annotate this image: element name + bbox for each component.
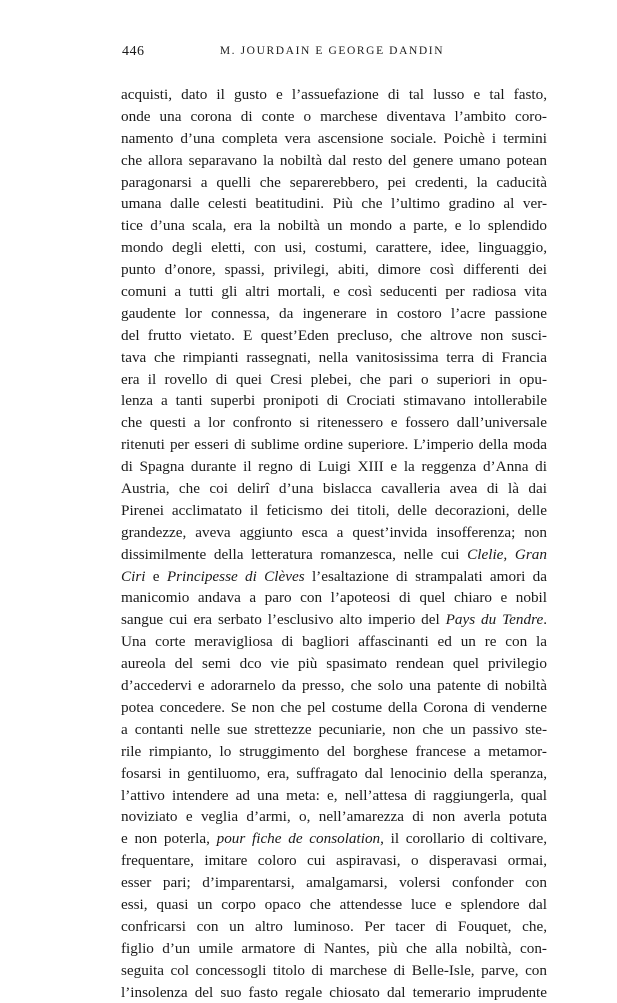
text-segment: a contanti nelle sue strettezze pecuniarie, non che un passivo ste-: [121, 720, 547, 738]
text-line: [121, 566, 547, 588]
text-segment: seguita col concessogli titolo di marchese di Belle-Isle, parve, con: [121, 961, 547, 979]
running-title: M. JOURDAIN E GEORGE DANDIN: [219, 45, 445, 57]
text-line: [121, 522, 547, 544]
text-segment: .: [543, 611, 547, 629]
text-segment: comuni a tutti gli altri mortali, e così seducenti per radiosa vita: [121, 283, 547, 301]
text-line: [121, 872, 547, 894]
text-segment: che allora separavano la nobiltà dal resto del genere umano potean: [121, 151, 547, 169]
text-line: [121, 193, 547, 215]
text-line: [121, 128, 547, 150]
text-line: [121, 478, 547, 500]
text-line: [121, 500, 547, 522]
text-segment: era il rovello di quei Cresi plebei, che pari o superiori in opu-: [121, 370, 547, 388]
text-segment: sangue cui era serbato l’esclusivo alto imperio del: [121, 611, 446, 629]
text-line: [121, 172, 547, 194]
text-segment: potea concedere. Se non che pel costume della Corona di venderne: [121, 698, 547, 716]
text-line: [121, 303, 547, 325]
text-segment: lenza a tanti superbi pronipoti di Crociati stimavano intollerabile: [121, 392, 547, 410]
text-segment: l’esaltazione di strampalati amori da: [304, 567, 547, 585]
text-segment: e non poterla,: [121, 830, 217, 848]
text-line: [121, 982, 547, 1003]
text-segment: Una corte meravigliosa di bagliori affascinanti ed un re con la: [121, 633, 547, 651]
italic-text-segment: Ciri: [121, 567, 146, 585]
text-line: [121, 609, 547, 631]
text-line: [121, 938, 547, 960]
text-segment: e: [145, 567, 167, 585]
text-segment: Austria, che coi delirî d’una bislacca cavalleria avea di là dai: [121, 480, 547, 498]
text-line: [121, 544, 547, 566]
text-segment: del frutto vietato. E quest’Eden precluso, che altrove non susci-: [121, 326, 547, 344]
text-line: [121, 325, 547, 347]
page-header: [122, 44, 542, 66]
body-text: [121, 84, 547, 1003]
text-segment: d’accedervi e adorarnelo da presso, che solo una patente di nobiltà: [121, 677, 547, 695]
page-number: 446: [122, 44, 145, 59]
text-line: [121, 653, 547, 675]
text-line: [121, 960, 547, 982]
italic-text-segment: pour fiche de consolation: [216, 830, 381, 848]
text-segment: ritenuti per esseri di sublime ordine superiore. L’imperio della moda: [121, 436, 547, 454]
text-line: [121, 434, 547, 456]
text-segment: umana dalle celesti beatitudini. Più che l’ultimo gradino al ver-: [121, 195, 547, 213]
text-segment: manicomio andava a paro con l’apoteosi di quel chiaro e nobil: [121, 589, 547, 607]
text-segment: figlio d’un umile armatore di Nantes, più che alla nobiltà, con-: [121, 939, 547, 957]
text-line: [121, 675, 547, 697]
text-segment: grandezze, aveva aggiunto esca a quest’invida insofferenza; non: [121, 523, 547, 541]
text-line: [121, 259, 547, 281]
text-line: [121, 916, 547, 938]
text-line: [121, 850, 547, 872]
text-line: [121, 412, 547, 434]
text-segment: fosarsi in gentiluomo, era, suffragato dal lenocinio della speranza,: [121, 764, 547, 782]
text-line: [121, 281, 547, 303]
text-line: [121, 806, 547, 828]
text-line: [121, 828, 547, 850]
text-line: [121, 84, 547, 106]
text-segment: rile rimpianto, lo struggimento del borghese francese a metamor-: [121, 742, 547, 760]
text-line: [121, 347, 547, 369]
text-segment: essi, quasi un corpo opaco che attendesse luce e splendore dal: [121, 895, 547, 913]
text-segment: che questi a lor confronto si ritenessero e fossero dall’universale: [121, 414, 547, 432]
text-segment: esser pari; d’imparentarsi, amalgamarsi, volersi confonder con: [121, 874, 547, 892]
text-segment: acquisti, dato il gusto e l’assuefazione di tal lusso e tal fasto,: [121, 86, 547, 103]
text-segment: di Spagna durante il regno di Luigi XIII e la reggenza d’Anna di: [121, 458, 547, 476]
text-segment: namento d’una completa vera ascensione sociale. Poichè i termini: [121, 129, 547, 147]
text-line: [121, 106, 547, 128]
text-line: [121, 741, 547, 763]
text-segment: gaudente lor connessa, da ingenerare in costoro l’acre passione: [121, 304, 547, 322]
italic-text-segment: Pays du Tendre: [445, 611, 544, 629]
text-line: [121, 215, 547, 237]
text-segment: tava che rimpianti rassegnati, nella vanitosissima terra di Francia: [121, 348, 547, 366]
text-segment: noviziato e veglia d’armi, o, nell’amarezza di non averla potuta: [121, 808, 547, 826]
text-line: [121, 697, 547, 719]
text-segment: , il corollario di coltivare,: [380, 830, 547, 848]
text-segment: mondo degli eletti, con usi, costumi, carattere, idee, linguaggio,: [121, 239, 547, 257]
text-segment: punto d’onore, spassi, privilegi, abiti, dimore così differenti dei: [121, 261, 547, 279]
text-line: [121, 390, 547, 412]
text-line: [121, 785, 547, 807]
text-line: [121, 237, 547, 259]
text-line: [121, 719, 547, 741]
text-line: [121, 894, 547, 916]
text-line: [121, 456, 547, 478]
text-segment: aureola del semi dco vie più spasimato rendean quel privilegio: [121, 655, 547, 673]
text-segment: tice d’una scala, era la nobiltà un mondo a parte, e lo splendido: [121, 217, 547, 235]
text-segment: l’insolenza del suo fasto regale chiosato dal temerario imprudente: [121, 983, 547, 1001]
text-segment: confricarsi con un altro luminoso. Per tacer di Fouquet, che,: [121, 917, 547, 935]
text-line: [121, 631, 547, 653]
text-segment: onde una corona di conte o marchese diventava l’ambito coro-: [121, 107, 547, 125]
italic-text-segment: Principesse di Clèves: [166, 567, 305, 585]
text-segment: Pirenei acclimatato il feticismo dei titoli, delle decorazioni, delle: [121, 501, 547, 519]
text-line: [121, 150, 547, 172]
text-line: [121, 587, 547, 609]
text-line: [121, 763, 547, 785]
text-line: [121, 369, 547, 391]
text-segment: paragonarsi a quelli che separerebbero, pei credenti, la caducità: [121, 173, 547, 191]
text-segment: frequentare, imitare coloro cui aspiravasi, o disperavasi ormai,: [121, 852, 547, 870]
text-segment: dissimilmente della letteratura romanzesca, nelle cui: [121, 545, 468, 563]
italic-text-segment: Clelie, Gran: [467, 545, 547, 563]
text-segment: l’attivo intendere ad una meta: e, nell’attesa di raggiungerla, qual: [121, 786, 547, 804]
